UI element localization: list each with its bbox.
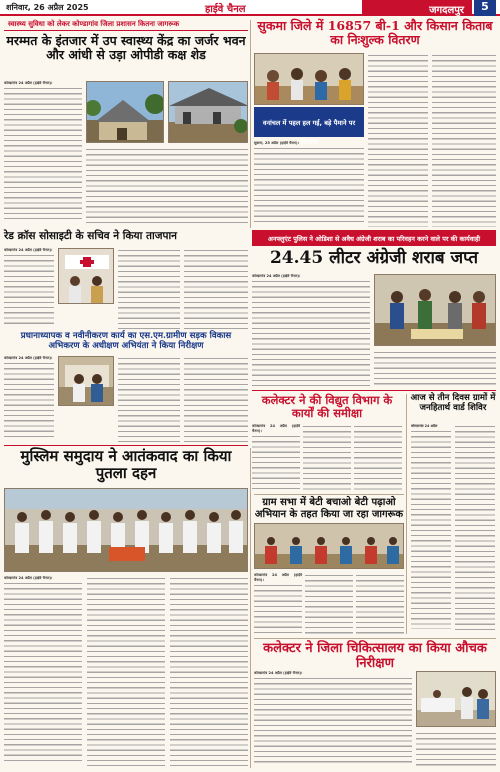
red-cross-photo	[58, 248, 114, 304]
story-sukma-b1	[254, 19, 496, 227]
story-ward-camps	[406, 394, 496, 634]
story-health-centre	[4, 19, 248, 224]
story-headline: 24.45 लीटर अंग्रेजी शराब जप्त	[269, 248, 479, 268]
story-headline: मरम्मत के इंतजार में उप स्वास्थ्य केंद्र का जर्जर भवन और आंधी से उड़ा ओपीडी कक्ष शेड	[6, 33, 246, 63]
story-electricity-review	[252, 394, 402, 490]
story-dateline: कोण्डागांव 24 अप्रैल (हाईवे चैनल)।	[4, 576, 53, 580]
story-liquor-seizure	[252, 248, 496, 388]
story-body	[4, 356, 54, 442]
photo-caption: वनांचल में पहल हल गई, बड़े पैमाने पर वितरण	[262, 119, 356, 146]
story-road-inspection	[4, 332, 248, 442]
story-dateline: कोण्डागांव 24 अप्रैल (हाईवे चैनल)।	[252, 424, 300, 434]
protest-photo	[4, 488, 248, 572]
story-body	[252, 274, 370, 388]
story-headline: मुस्लिम समुदाय ने आतंकवाद का किया पुतला दहन	[20, 447, 232, 483]
story-body-column-3	[356, 573, 404, 635]
story-body	[4, 81, 82, 224]
story-body-column-3	[170, 576, 248, 766]
road-inspection-photo	[58, 356, 114, 406]
liquor-seizure-photo	[374, 274, 496, 346]
story-hospital-inspection	[254, 638, 496, 768]
newspaper-brand: हाईवे चैनल	[205, 4, 246, 15]
story-body	[4, 248, 54, 330]
story-dateline: कोण्डागांव 24 अप्रैल (हाईवे चैनल)।	[252, 274, 301, 278]
story-beti-bachao	[254, 494, 404, 634]
story-body	[252, 424, 300, 490]
health-centre-photo-right	[168, 81, 248, 143]
story-dateline: कोण्डागांव 24 अप्रैल (हाईवे चैनल)।	[4, 81, 53, 85]
story-headline: प्रधानाध्यापक व नवीनीकरण कार्य का एस.एम.ग्रामीण सड़क विकास अभिकरण के अधीक्षण अभियंता ने किया निरीक्षण	[20, 331, 232, 351]
story-kicker: स्वास्थ्य सुविधा को लेकर कोण्डागांव जिला प्रशासन कितना जागरूक	[4, 19, 248, 31]
story-body-column-3	[432, 53, 496, 227]
story-body	[254, 671, 412, 769]
story-body	[254, 141, 364, 227]
story-dateline: कोण्डागांव 24 अप्रैल (हाईवे चैनल)।	[4, 356, 53, 360]
story-headline: आज से तीन दिवस ग्रामों में जनहितार्थ वार्ड शिविर	[410, 393, 496, 413]
story-headline: ग्राम सभा में बेटी बचाओ बेटी पढ़ाओ अभियान के तहत किया जा रहा जागरूक	[254, 497, 404, 520]
story-body-column-2	[87, 576, 165, 766]
story-headline: कलेक्टर ने की विद्युत विभाग के कार्यों की समीक्षा	[261, 393, 393, 421]
banner-text: अनफ्लुएंट पुलिस ने ओडिशा से अवैध अंग्रेजी शराब का परिवहन करने वाले पर की कार्यवाही	[268, 235, 480, 243]
camp-list-column-2	[455, 424, 495, 632]
story-body-column-2	[118, 356, 180, 442]
gram-sabha-photo	[254, 523, 404, 569]
story-dateline: कोण्डागांव 24 अप्रैल (हाईवे चैनल)।	[254, 573, 302, 583]
story-body-column-2	[303, 424, 351, 490]
story-body-column-3	[184, 248, 248, 330]
story-dateline: कोण्डागांव 24 अप्रैल (हाईवे चैनल)।	[4, 248, 53, 252]
story-dateline: कोण्डागांव 24 अप्रैल (हाईवे चैनल)।	[254, 671, 303, 675]
hospital-inspection-photo	[416, 671, 496, 727]
health-centre-photo-left	[86, 81, 164, 143]
page-number: 5	[474, 0, 496, 16]
story-body-continued	[374, 350, 496, 388]
liquor-seizure-banner	[252, 230, 496, 246]
story-effigy-burning	[4, 448, 248, 768]
camp-list-column-1	[411, 424, 451, 632]
story-body	[254, 573, 302, 635]
story-headline: सुकमा जिले में 16857 बी-1 और किसान किताब का निःशुल्क वितरण	[257, 18, 493, 48]
story-headline: रेड क्रॉस सोसाइटी के सचिव ने किया ताजपान	[4, 230, 177, 242]
story-body-column-2	[368, 53, 428, 227]
story-headline: कलेक्टर ने जिला चिकित्सालय का किया औचक निरीक्षण	[263, 641, 487, 671]
sukma-distribution-photo	[254, 53, 364, 105]
story-red-cross	[4, 230, 248, 330]
edition-city: जगदलपुर	[362, 0, 472, 16]
story-dateline: सुकमा, 25 अप्रैल (हाईवे चैनल)।	[254, 141, 299, 145]
story-body-continued	[86, 147, 248, 224]
story-body-column-2	[118, 248, 180, 330]
story-body	[4, 576, 82, 766]
issue-date: शनिवार, 26 अप्रैल 2025	[6, 3, 89, 12]
story-body-column-2	[305, 573, 353, 635]
story-dateline: कोण्डागांव 24 अप्रैल	[411, 424, 438, 428]
story-body-continued	[416, 731, 496, 769]
story-body-column-3	[184, 356, 248, 442]
page-masthead	[0, 0, 500, 16]
story-body-column-3	[354, 424, 402, 490]
